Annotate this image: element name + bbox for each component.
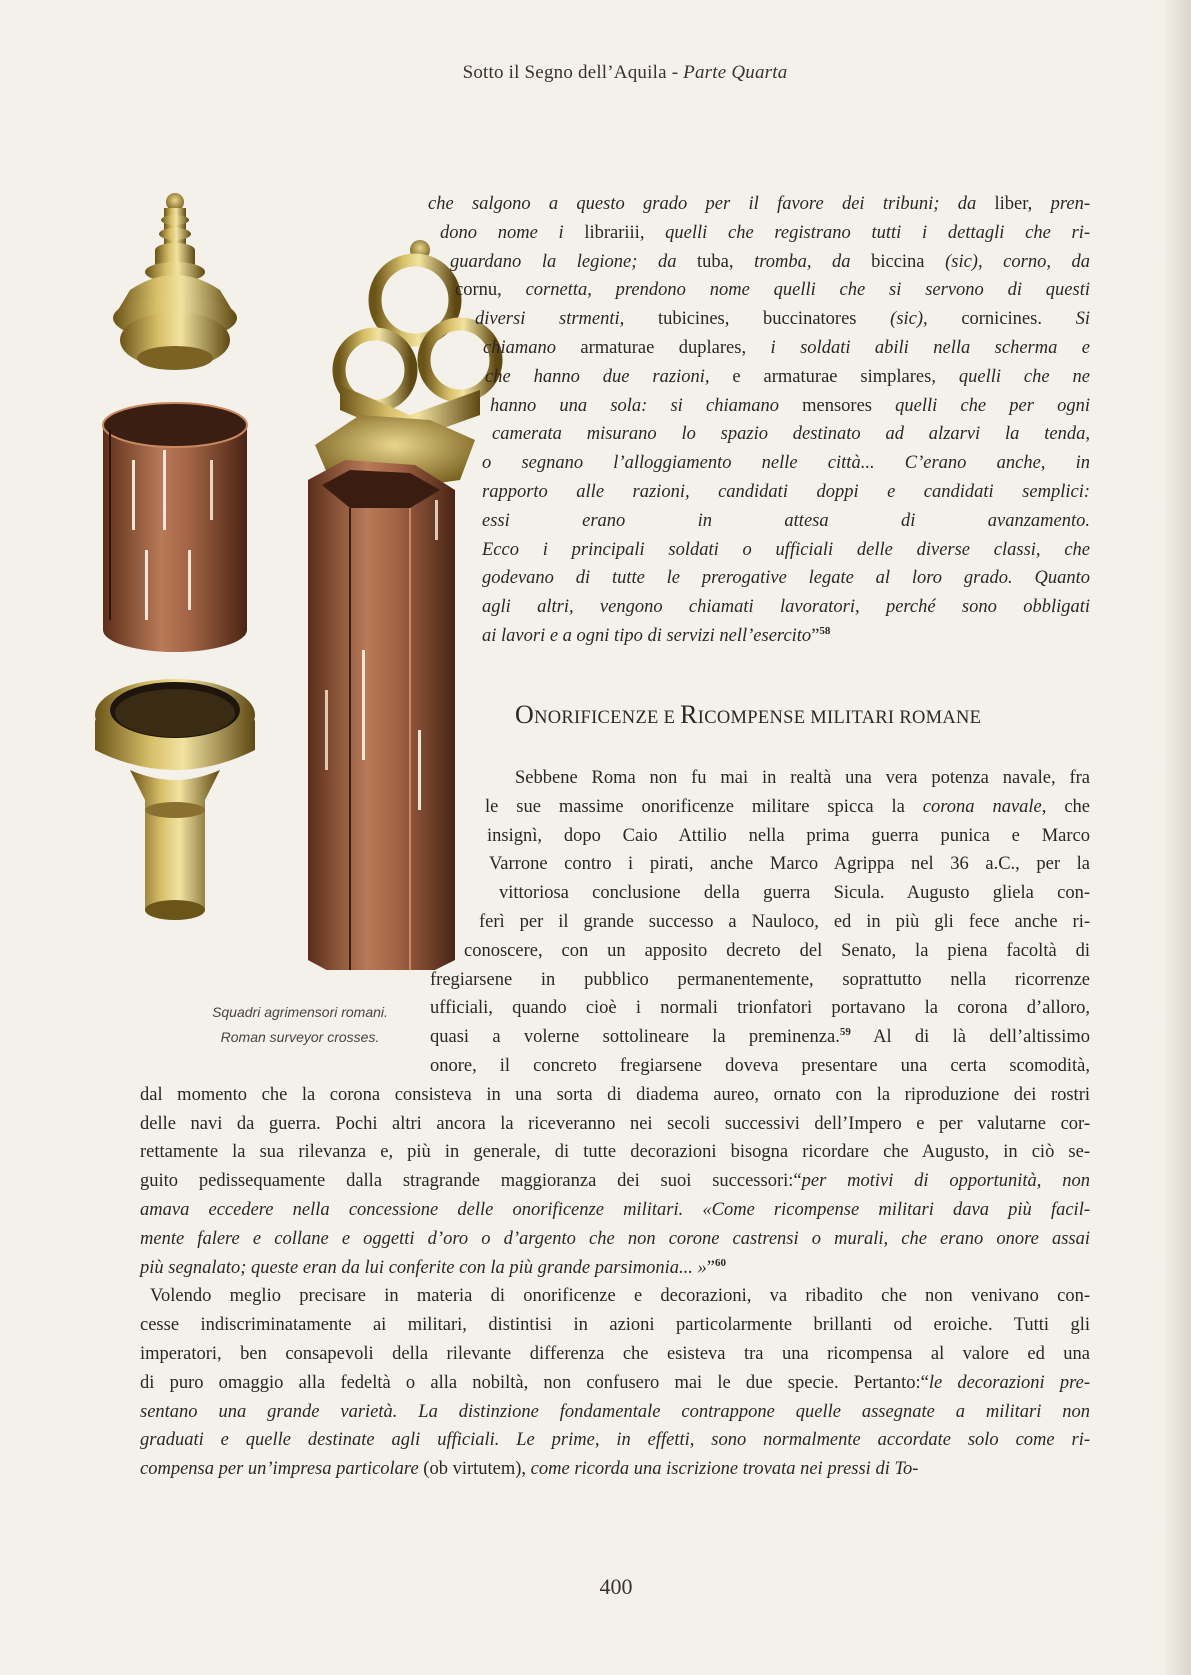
lower-line xyxy=(140,1138,1090,1167)
text-run: godevano di tutte le prerogative legate al loro grado. Quanto xyxy=(482,568,1090,589)
upper-line xyxy=(428,334,1090,363)
lower-line xyxy=(140,1340,1090,1369)
upper-text-block xyxy=(428,190,1090,651)
lower-line xyxy=(140,994,1090,1023)
text-run: , che xyxy=(1041,796,1090,817)
text-run: dono nome i xyxy=(440,222,585,243)
text-run: delle navi da guerra. Pochi altri ancora la riceveranno nei secoli successivi dell’Impero e per valutarne cor- xyxy=(140,1113,1090,1134)
text-run: pren- xyxy=(1050,194,1090,214)
text-run: Volendo meglio precisare in materia di onorificenze e decorazioni, va ribadito che non venivano con- xyxy=(150,1286,1090,1307)
text-run: camerata misurano lo spazio destinato ad alzarvi la tenda, xyxy=(492,424,1090,445)
lower-lines xyxy=(140,764,1090,1484)
text-run: vittoriosa conclusione della guerra Sicula. Augusto gliela con- xyxy=(499,883,1090,904)
text-run: rapporto alle razioni, candidati doppi e candidati semplici: xyxy=(482,481,1090,502)
part-title: Parte Quarta xyxy=(683,62,788,83)
lower-line xyxy=(140,764,1090,793)
text-run: fregiarsene in pubblico permanentemente, soprattutto nella ricorrenze xyxy=(430,969,1090,990)
footnote-ref: 59 xyxy=(839,1026,851,1039)
text-run: i soldati abili nella scherma e xyxy=(770,337,1091,358)
page-number: 400 xyxy=(599,1574,633,1599)
running-head xyxy=(0,62,1191,84)
text-run: quelli che registrano tutti i dettagli che ri- xyxy=(665,222,1090,243)
text-run: Varrone contro i pirati, anche Marco Agrippa nel 36 a.C., per la xyxy=(489,854,1090,875)
text-run: più segnalato; queste eran da lui conferite con la più grande parsimonia... » xyxy=(140,1257,707,1278)
text-run: essi erano in attesa di avanzamento. xyxy=(482,510,1090,531)
text-run: cesse indiscriminatamente ai militari, distintisi in azioni particolarmente brillanti od eroiche. Tutti gli xyxy=(140,1315,1090,1336)
separator: - xyxy=(671,62,679,83)
text-run: tubicines, buccinatores xyxy=(657,309,891,330)
text-run: guito pedissequamente dalla stragrande maggioranza dei suoi successori:“ xyxy=(140,1171,802,1192)
upper-lines xyxy=(428,190,1090,651)
text-run: diversi strmenti, xyxy=(475,309,658,330)
lower-line xyxy=(140,822,1090,851)
text-run: ai lavori e a ogni tipo di servizi nell’esercito xyxy=(482,625,812,646)
lower-line xyxy=(140,850,1090,879)
text-run: mensores xyxy=(802,395,896,416)
lower-line xyxy=(140,1225,1090,1254)
heading-word-2: ICOMPENSE MILITARI ROMANE xyxy=(697,708,982,728)
text-run: sentano una grande varietà. La distinzione fondamentale contrappone quelle assegnate a militari non xyxy=(140,1401,1090,1422)
upper-line xyxy=(428,363,1090,392)
text-run: graduati e quelle destinate agli ufficiali. Le prime, in effetti, sono normalmente accordate solo come ri- xyxy=(140,1430,1090,1451)
text-run: Si xyxy=(1075,309,1091,330)
text-run: che hanno due razioni, xyxy=(485,366,733,387)
text-run: quelli che per ogni xyxy=(895,395,1090,416)
lower-line xyxy=(140,1254,1090,1283)
lower-line xyxy=(140,1455,1090,1484)
upper-line xyxy=(428,593,1090,622)
lower-line xyxy=(140,937,1090,966)
text-run: chiamano xyxy=(483,337,581,358)
upper-line xyxy=(428,190,1090,219)
text-run: che salgono a questo grado per il favore dei tribuni; da xyxy=(428,194,995,214)
text-run: quelli che ne xyxy=(958,366,1090,387)
text-run: come ricorda una iscrizione trovata nei pressi di To- xyxy=(530,1459,919,1480)
text-run: biccina xyxy=(871,251,946,272)
lower-line xyxy=(140,1426,1090,1455)
lower-line xyxy=(140,1311,1090,1340)
text-run: tromba, da xyxy=(754,251,872,272)
text-run: cornu, xyxy=(455,280,526,301)
text-run: Ecco i principali soldati o ufficiali delle diverse classi, che xyxy=(482,539,1090,560)
upper-line xyxy=(428,276,1090,305)
text-run: Sebbene Roma non fu mai in realtà una vera potenza navale, fra xyxy=(515,768,1090,788)
text-run: di puro omaggio alla fedeltà o alla nobiltà, non confusero mai le due specie. Pertanto:“ xyxy=(140,1372,929,1393)
text-run: imperatori, ben consapevoli della rilevante differenza che esisteva tra una ricompensa al valore ed una xyxy=(140,1343,1090,1364)
text-run: ” xyxy=(811,625,820,646)
upper-line xyxy=(428,564,1090,593)
text-run: librariii, xyxy=(584,222,666,243)
text-run: onore, il concreto fregiarsene doveva presentare una certa scomodità, xyxy=(430,1055,1090,1076)
upper-line xyxy=(428,392,1090,421)
text-run: le decorazioni pre- xyxy=(928,1372,1090,1393)
lower-line xyxy=(140,1110,1090,1139)
book-title: Sotto il Segno dell’Aquila xyxy=(462,62,667,83)
heading-word-1: NORIFICENZE xyxy=(534,708,659,728)
lower-line xyxy=(140,1398,1090,1427)
upper-line xyxy=(428,622,1090,651)
text-run: liber, xyxy=(994,194,1051,214)
lower-text-block xyxy=(140,764,1090,1484)
text-run: cornicines. xyxy=(961,309,1076,330)
caption-english: Roman surveyor crosses. xyxy=(220,1029,380,1045)
left-cylinder xyxy=(103,403,247,652)
footnote-ref: 60 xyxy=(714,1256,726,1269)
text-run: Al di là dell’altissimo xyxy=(850,1027,1090,1048)
footnote-ref: 58 xyxy=(819,624,831,637)
text-run: dal momento che la corona consisteva in una sorta di diadema aureo, ornato con la riproduzione dei rostri xyxy=(140,1084,1090,1105)
lower-line xyxy=(140,1052,1090,1081)
text-run: hanno una sola: si chiamano xyxy=(490,395,803,416)
upper-line xyxy=(428,507,1090,536)
lower-line xyxy=(140,1023,1090,1052)
text-run: tuba, xyxy=(697,251,755,272)
text-run: e xyxy=(732,366,764,387)
text-run: per motivi di opportunità, non xyxy=(801,1171,1090,1192)
text-run: rettamente la sua rilevanza e, più in generale, di tutte decorazioni bisogna ricordare che Augusto, in ciò se- xyxy=(140,1142,1090,1163)
text-run: mente falere e collane e oggetti d’oro o d’argento che non corone castrensi o murali, che erano onore assai xyxy=(140,1228,1090,1249)
upper-line xyxy=(428,248,1090,277)
lower-line xyxy=(140,1167,1090,1196)
upper-line xyxy=(428,219,1090,248)
heading-conjunction: E xyxy=(658,708,681,728)
text-run: compensa per un’impresa particolare xyxy=(140,1459,424,1480)
lower-line xyxy=(140,793,1090,822)
lower-line xyxy=(140,879,1090,908)
text-run: insignì, dopo Caio Attilio nella prima guerra punica e Marco xyxy=(487,825,1090,846)
text-run: ufficiali, quando cioè i normali trionfatori portavano la corona d’alloro, xyxy=(430,998,1090,1019)
section-heading xyxy=(515,700,1090,730)
upper-line xyxy=(428,420,1090,449)
lower-line xyxy=(140,1081,1090,1110)
text-run: (sic), xyxy=(890,309,962,330)
text-run: armaturae simplares, xyxy=(763,366,959,387)
lower-line xyxy=(140,908,1090,937)
upper-line xyxy=(428,305,1090,334)
heading-initial-1: O xyxy=(515,700,535,729)
lower-line xyxy=(140,1369,1090,1398)
text-run: guardano la legione; da xyxy=(450,251,698,272)
upper-line xyxy=(428,478,1090,507)
text-run: amava eccedere nella concessione delle onorificenze militari. «Come ricompense militari dava più facil- xyxy=(140,1199,1090,1220)
text-run: (sic), corno, da xyxy=(945,251,1091,272)
heading-initial-2: R xyxy=(680,700,698,729)
left-cap xyxy=(113,193,237,370)
upper-line xyxy=(428,449,1090,478)
upper-line xyxy=(428,536,1090,565)
lower-line xyxy=(140,1196,1090,1225)
text-run: agli altri, vengono chiamati lavoratori, perché sono obbligati xyxy=(482,597,1090,618)
text-run: conoscere, con un apposito decreto del Senato, la piena facoltà di xyxy=(464,940,1090,961)
lower-line xyxy=(140,966,1090,995)
text-run: armaturae duplares, xyxy=(580,337,771,358)
page-edge-shadow xyxy=(1163,0,1191,1675)
text-run: ” xyxy=(706,1257,715,1278)
text-run: (ob virtutem), xyxy=(423,1459,531,1480)
text-run: corona navale xyxy=(922,796,1042,817)
text-run: ferì per il grande successo a Nauloco, ed in più gli fece anche ri- xyxy=(479,911,1090,932)
text-run: quasi a volerne sottolineare la preminenza. xyxy=(430,1027,840,1048)
caption-italian: Squadri agrimensori romani. xyxy=(212,1004,388,1020)
text-run: le sue massime onorificenze militare spicca la xyxy=(485,796,923,817)
text-run: o segnano l’alloggiamento nelle città... C’erano anche, in xyxy=(482,453,1090,474)
text-run: cornetta, prendono nome quelli che si servono di questi xyxy=(525,280,1090,301)
lower-line xyxy=(140,1282,1090,1311)
